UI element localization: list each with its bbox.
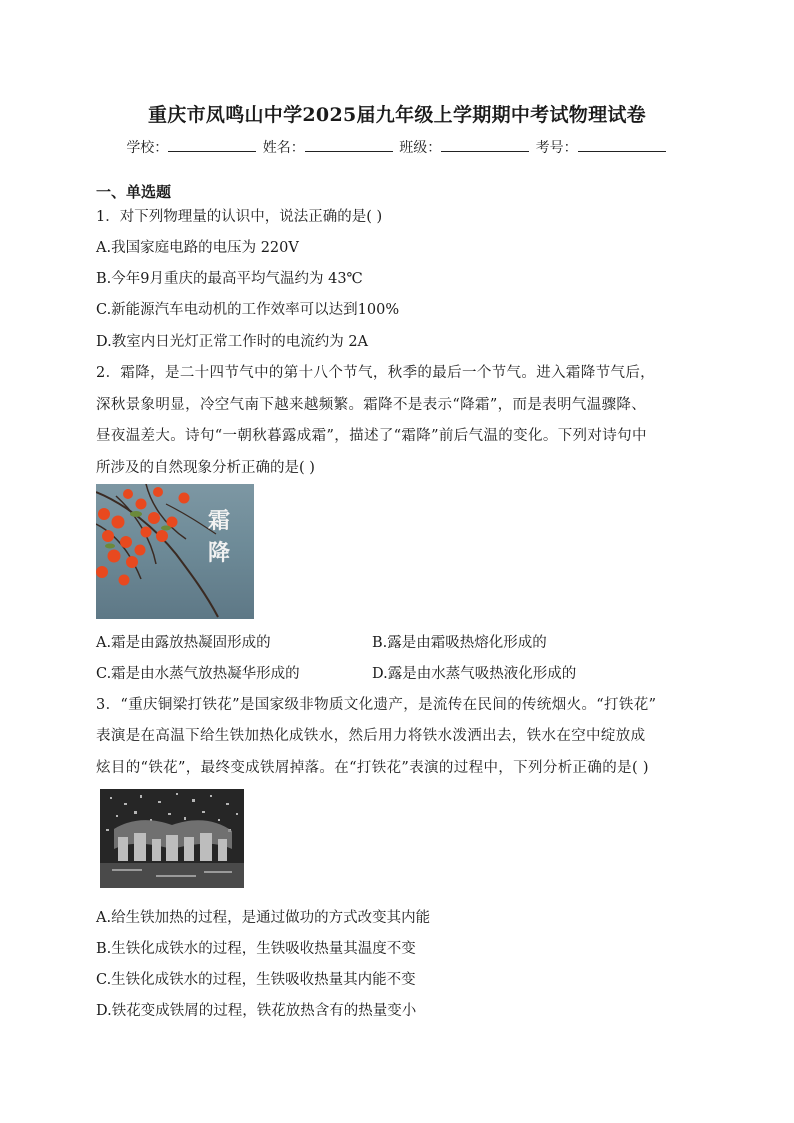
q1-option-b: B.今年9月重庆的最高平均气温约为 43℃	[96, 271, 363, 287]
q3-option-c: C.生铁化成铁水的过程，生铁吸收热量其内能不变	[96, 972, 416, 988]
section-heading: 一、单选题	[96, 183, 172, 201]
name-label: 姓名：	[262, 140, 305, 156]
q1-option-d: D.教室内日光灯正常工作时的电流约为 2A	[96, 334, 369, 350]
q3-stem-line-3: 炫目的“铁花”，最终变成铁屑掉落。在“打铁花”表演的过程中，下列分析正确的是( )	[96, 760, 649, 776]
frost-character-1: 霜	[208, 509, 231, 534]
q3-option-b: B.生铁化成铁水的过程，生铁吸收热量其温度不变	[96, 941, 416, 957]
name-blank	[305, 139, 393, 152]
class-label: 班级：	[399, 140, 442, 156]
q2-stem-line-1: 2．霜降，是二十四节气中的第十八个节气，秋季的最后一个节气。进入霜降节气后，	[96, 365, 656, 381]
q2-stem-line-2: 深秋景象明显，冷空气南下越来越频繁。霜降不是表示“降霜”，而是表明气温骤降、	[96, 397, 647, 413]
class-blank	[441, 139, 529, 152]
q1-option-c: C.新能源汽车电动机的工作效率可以达到100%	[96, 302, 400, 318]
q3-option-d: D.铁花变成铁屑的过程，铁花放热含有的热量变小	[96, 1003, 417, 1019]
student-info-row	[0, 137, 794, 157]
exam-number-label: 考号：	[535, 140, 578, 156]
exam-number-blank	[578, 139, 666, 152]
frost-character-2: 降	[208, 541, 231, 566]
iron-fireworks-image	[100, 789, 244, 888]
q3-option-a: A.给生铁加热的过程，是通过做功的方式改变其内能	[96, 910, 431, 926]
q1-option-a: A.我国家庭电路的电压为 220V	[96, 240, 299, 256]
q2-option-a: A.霜是由露放热凝固形成的	[96, 635, 271, 651]
q1-stem: 1．对下列物理量的认识中，说法正确的是( )	[96, 209, 383, 225]
exam-title: 重庆市凤鸣山中学2025届九年级上学期期中考试物理试卷	[148, 104, 646, 126]
persimmon-branch-illustration	[96, 484, 254, 619]
q3-stem-line-1: 3．“重庆铜梁打铁花”是国家级非物质文化遗产，是流传在民间的传统烟火。“打铁花”	[96, 697, 657, 713]
q2-stem-line-3: 昼夜温差大。诗句“一朝秋暮露成霜”，描述了“霜降”前后气温的变化。下列对诗句中	[96, 428, 647, 444]
q2-option-d: D.露是由水蒸气吸热液化形成的	[372, 666, 577, 682]
frost-persimmon-image	[96, 484, 254, 619]
q2-option-c: C.霜是由水蒸气放热凝华形成的	[96, 666, 300, 682]
iron-fireworks-illustration	[100, 789, 244, 888]
q2-option-b: B.露是由霜吸热熔化形成的	[372, 635, 547, 651]
q2-stem-line-4: 所涉及的自然现象分析正确的是( )	[96, 460, 315, 476]
school-label: 学校：	[126, 140, 169, 156]
school-blank	[168, 139, 256, 152]
q3-stem-line-2: 表演是在高温下给生铁加热化成铁水，然后用力将铁水泼洒出去，铁水在空中绽放成	[96, 728, 646, 744]
